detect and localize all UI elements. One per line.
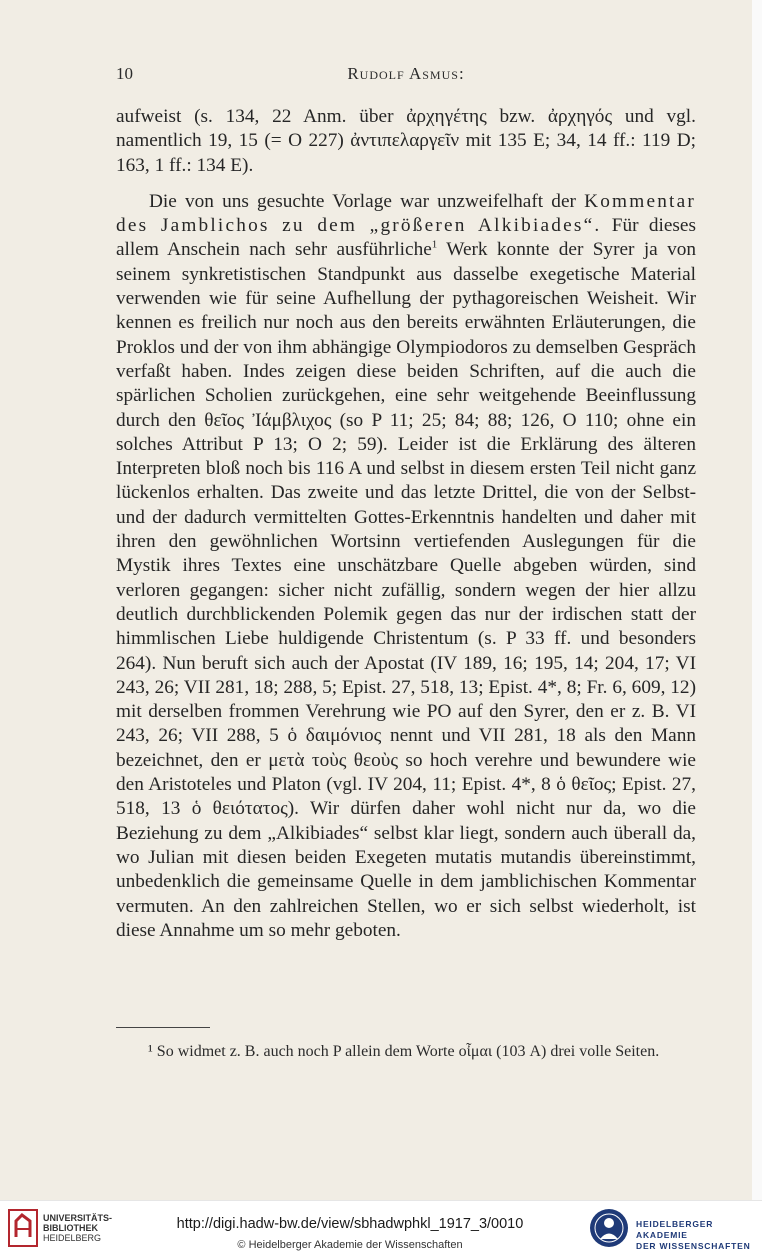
academy-name-line-1: HEIDELBERGER AKADEMIE (636, 1219, 714, 1240)
page-number: 10 (116, 64, 133, 83)
paragraph-2-mid: Für dieses allem Anschein nach sehr ausführliche (116, 215, 696, 261)
source-url-link[interactable]: http://digi.hadw-bw.de/view/sbhadwphkl_1917_3/0010 (176, 1216, 524, 1232)
library-name-line-3: HEIDELBERG (43, 1233, 102, 1243)
academy-name (636, 1219, 762, 1252)
footer-bar (0, 1200, 762, 1258)
page-header (116, 64, 696, 88)
library-name-line-1: UNIVERSITÄTS- (43, 1213, 113, 1223)
paragraph-2-rest: Werk konnte der Syrer ja von seinem synkretistischen Standpunkt aus dasselbe exegetische Material verwenden wie für seine Aufhellung der pythagoreischen Weisheit. Wir kennen es freilich nur noch aus den bereits erwähnten Erläuterungen, die Proklos und der von ihm abhängige Olympiodoros zu demselben Gespräch verfaßt haben. Indes zeigen diese beiden Schriften, auf die auch die spärlichen Scholien zurückgehen, eine sehr weitgehende Beeinflussung durch den θεῖος Ἰάμβλιχος (so P 11; 25; 84; 88; 126, O 110; ohne ein solches Attribut P 13; O 2; 59). Leider ist die Erklärung des älteren Interpreten bloß noch bis 116 A und selbst in diesem ersten Teil nicht ganz lückenlos erhalten. Das zweite und das letzte Drittel, die von der Selbst- und der dadurch vermittelten Gottes-Erkenntnis handelten und daher mit ihren den gewöhnlichen Wortsinn vertiefenden Auslegungen für die Mystik ihres Textes eine unschätzbare Quelle abgeben würden, sind verloren gegangen: sicher nicht zufällig, sondern wegen der hier allzu deutlich durchblickenden Polemik gegen das nur der irdischen statt der himmlischen Liebe huldigende Christentum (s. P 33 ff. und besonders 264). Nun beruft sich auch der Apostat (IV 189, 16; 195, 14; 204, 17; VI 243, 26; VII 281, 18; 288, 5; Epist. 27, 518, 13; Epist. 4*, 8; Fr. 6, 609, 12) mit derselben frommen Verehrung wie PO auf den Syrer, den er z. B. VI 243, 26; VII 288, 5 ὁ δαιμόνιος nennt und VII 281, 18 als den Mann bezeichnet, den er μετὰ τοὺς θεοὺς so hoch verehre und bewundere wie den Aristoteles und Platon (vgl. IV 204, 11; Epist. 4*, 8 ὁ θεῖος; Epist. 27, 518, 13 ὁ θειότατος). Wir dürfen daher wohl nicht nur da, wo die Beziehung zu dem „Alkibiades“ selbst klar liegt, sondern auch überall da, wo Julian mit diesen beiden Exegeten mutatis mutandis übereinstimmt, unbedenklich die gemeinsame Quelle in dem jamblichischen Kommentar vermuten. An den zahlreichen Stellen, wo er sich selbst wiederholt, ist diese Annahme um so mehr geboten. (116, 239, 696, 941)
footnote-marker[interactable]: 1 (431, 239, 438, 252)
body-text (116, 105, 696, 943)
emphasized-title: Kommentar des Jamblichos zu dem „größeren Alkibiades“. (116, 190, 696, 237)
paragraph-2 (116, 190, 696, 943)
running-title: Rudolf Asmus: (347, 64, 465, 83)
library-name (43, 1213, 123, 1243)
library-name-line-2: BIBLIOTHEK (43, 1223, 98, 1233)
academy-seal-icon[interactable] (589, 1208, 629, 1248)
footnote: ¹ So widmet z. B. auch noch P allein dem Worte οἶμαι (103 A) drei volle Seiten. (148, 1043, 660, 1060)
copyright-notice: © Heidelberger Akademie der Wissenschaften (237, 1239, 463, 1251)
university-library-logo-icon[interactable] (8, 1209, 38, 1247)
page-edge (752, 0, 762, 1200)
paragraph-1: aufweist (s. 134, 22 Anm. über ἀρχηγέτης bzw. ἀρχηγός und vgl. namentlich 19, 15 (= O 227) ἀντιπελαργεῖν mit 135 E; 34, 14 ff.: 119 D; 163, 1 ff.: 134 E). (116, 106, 696, 176)
footnote-rule (116, 1027, 210, 1028)
paragraph-2-start: Die von uns gesuchte Vorlage war unzweifelhaft der (149, 190, 585, 212)
academy-name-line-2: DER WISSENSCHAFTEN (636, 1241, 751, 1251)
